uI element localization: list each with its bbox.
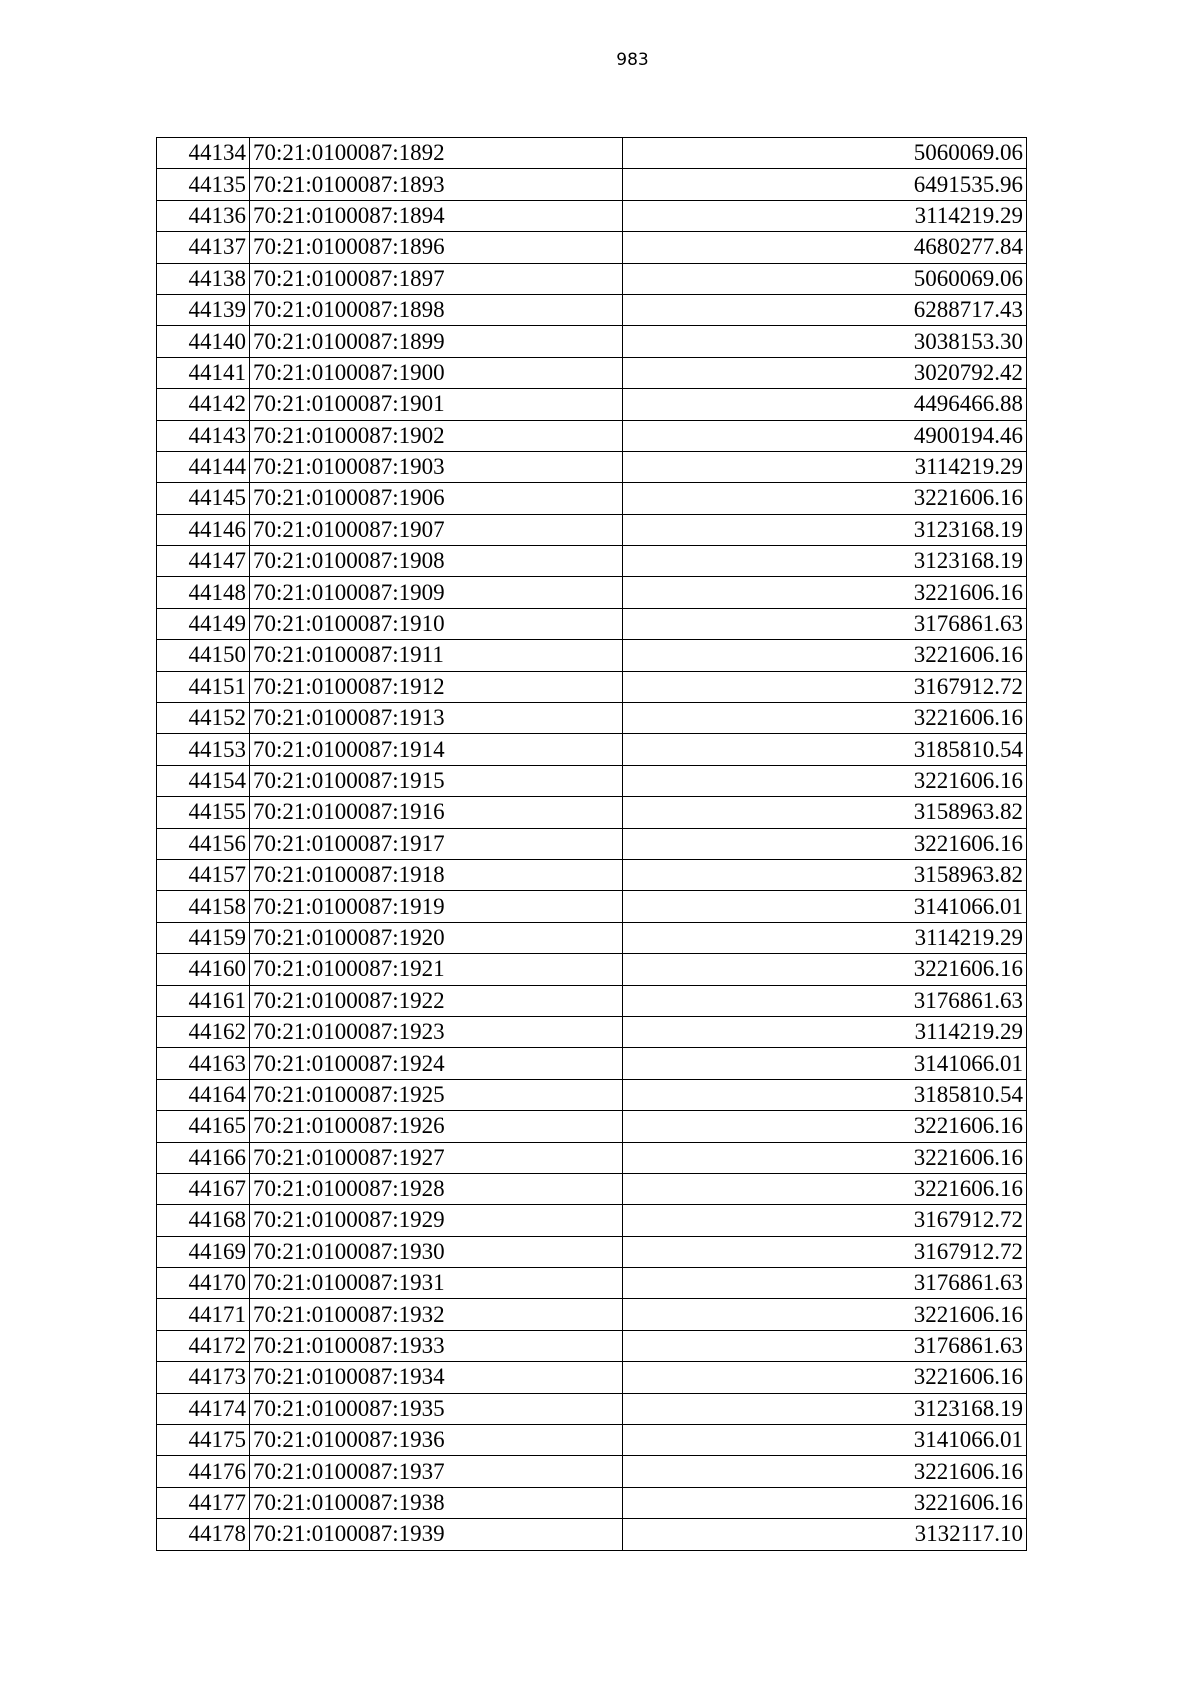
row-number-cell: 44134 [157,138,250,169]
table-row [157,1362,1027,1393]
row-number-cell: 44146 [157,514,250,545]
table-row [157,734,1027,765]
cadastral-value-cell: 4900194.46 [623,420,1027,451]
cadastral-number-cell: 70:21:0100087:1913 [250,703,623,734]
cadastral-number-cell: 70:21:0100087:1901 [250,389,623,420]
cadastral-number-cell: 70:21:0100087:1915 [250,765,623,796]
cadastral-value-cell: 3221606.16 [623,954,1027,985]
table-row [157,608,1027,639]
row-number-cell: 44158 [157,891,250,922]
cadastral-value-cell: 3176861.63 [623,1268,1027,1299]
table-row [157,1268,1027,1299]
cadastral-number-cell: 70:21:0100087:1907 [250,514,623,545]
row-number-cell: 44163 [157,1048,250,1079]
cadastral-number-cell: 70:21:0100087:1927 [250,1142,623,1173]
cadastral-value-cell: 3167912.72 [623,1205,1027,1236]
row-number-cell: 44147 [157,546,250,577]
table-row [157,797,1027,828]
row-number-cell: 44154 [157,765,250,796]
row-number-cell: 44178 [157,1519,250,1550]
row-number-cell: 44175 [157,1425,250,1456]
cadastral-value-cell: 3185810.54 [623,734,1027,765]
table-row [157,1016,1027,1047]
table-row [157,1142,1027,1173]
cadastral-value-cell: 5060069.06 [623,138,1027,169]
row-number-cell: 44167 [157,1173,250,1204]
cadastral-number-cell: 70:21:0100087:1922 [250,985,623,1016]
cadastral-value-cell: 3185810.54 [623,1079,1027,1110]
row-number-cell: 44164 [157,1079,250,1110]
row-number-cell: 44170 [157,1268,250,1299]
cadastral-value-cell: 3221606.16 [623,1487,1027,1518]
row-number-cell: 44172 [157,1330,250,1361]
cadastral-value-cell: 3221606.16 [623,1111,1027,1142]
cadastral-value-cell: 3221606.16 [623,1173,1027,1204]
table-row [157,954,1027,985]
cadastral-value-cell: 3114219.29 [623,922,1027,953]
table-row [157,483,1027,514]
table-row [157,671,1027,702]
table-row [157,200,1027,231]
cadastral-number-cell: 70:21:0100087:1924 [250,1048,623,1079]
cadastral-number-cell: 70:21:0100087:1909 [250,577,623,608]
cadastral-number-cell: 70:21:0100087:1892 [250,138,623,169]
row-number-cell: 44169 [157,1236,250,1267]
table-row [157,357,1027,388]
table-row [157,703,1027,734]
cadastral-number-cell: 70:21:0100087:1917 [250,828,623,859]
cadastral-value-cell: 3221606.16 [623,828,1027,859]
row-number-cell: 44152 [157,703,250,734]
cadastral-value-cell: 6288717.43 [623,294,1027,325]
cadastral-value-cell: 3221606.16 [623,1456,1027,1487]
cadastral-value-cell: 4496466.88 [623,389,1027,420]
cadastral-number-cell: 70:21:0100087:1900 [250,357,623,388]
cadastral-value-cell: 3221606.16 [623,1142,1027,1173]
table-row [157,451,1027,482]
table-row [157,138,1027,169]
row-number-cell: 44151 [157,671,250,702]
table-row [157,1519,1027,1550]
cadastral-number-cell: 70:21:0100087:1939 [250,1519,623,1550]
cadastral-value-cell: 5060069.06 [623,263,1027,294]
cadastral-value-cell: 3123168.19 [623,514,1027,545]
cadastral-value-cell: 3114219.29 [623,451,1027,482]
row-number-cell: 44150 [157,640,250,671]
cadastral-value-cell: 3176861.63 [623,608,1027,639]
row-number-cell: 44173 [157,1362,250,1393]
table-row [157,640,1027,671]
table-row [157,1048,1027,1079]
table-row [157,263,1027,294]
table-row [157,577,1027,608]
row-number-cell: 44159 [157,922,250,953]
row-number-cell: 44174 [157,1393,250,1424]
cadastral-value-cell: 6491535.96 [623,169,1027,200]
row-number-cell: 44143 [157,420,250,451]
cadastral-number-cell: 70:21:0100087:1906 [250,483,623,514]
cadastral-number-cell: 70:21:0100087:1897 [250,263,623,294]
cadastral-number-cell: 70:21:0100087:1930 [250,1236,623,1267]
row-number-cell: 44166 [157,1142,250,1173]
cadastral-value-cell: 3020792.42 [623,357,1027,388]
row-number-cell: 44145 [157,483,250,514]
cadastral-value-cell: 3221606.16 [623,1362,1027,1393]
cadastral-value-cell: 3176861.63 [623,1330,1027,1361]
row-number-cell: 44161 [157,985,250,1016]
row-number-cell: 44141 [157,357,250,388]
row-number-cell: 44153 [157,734,250,765]
cadastral-number-cell: 70:21:0100087:1916 [250,797,623,828]
cadastral-value-cell: 3123168.19 [623,1393,1027,1424]
cadastral-value-cell: 3176861.63 [623,985,1027,1016]
row-number-cell: 44160 [157,954,250,985]
cadastral-value-cell: 3132117.10 [623,1519,1027,1550]
row-number-cell: 44176 [157,1456,250,1487]
cadastral-number-cell: 70:21:0100087:1910 [250,608,623,639]
cadastral-number-cell: 70:21:0100087:1931 [250,1268,623,1299]
table-row [157,232,1027,263]
table-row [157,1330,1027,1361]
table-row [157,828,1027,859]
table-row [157,1299,1027,1330]
table-row [157,169,1027,200]
cadastral-number-cell: 70:21:0100087:1896 [250,232,623,263]
cadastral-number-cell: 70:21:0100087:1918 [250,859,623,890]
cadastral-value-cell: 3221606.16 [623,703,1027,734]
cadastral-value-cell: 3141066.01 [623,1425,1027,1456]
table-row [157,985,1027,1016]
cadastral-value-cell: 3158963.82 [623,859,1027,890]
cadastral-number-cell: 70:21:0100087:1920 [250,922,623,953]
table-row [157,420,1027,451]
cadastral-value-cell: 3167912.72 [623,671,1027,702]
row-number-cell: 44142 [157,389,250,420]
cadastral-number-cell: 70:21:0100087:1935 [250,1393,623,1424]
cadastral-value-table [156,137,1027,1551]
row-number-cell: 44138 [157,263,250,294]
cadastral-number-cell: 70:21:0100087:1893 [250,169,623,200]
table-row [157,1425,1027,1456]
table-row [157,389,1027,420]
page-number: 983 [616,50,649,70]
cadastral-number-cell: 70:21:0100087:1933 [250,1330,623,1361]
row-number-cell: 44149 [157,608,250,639]
row-number-cell: 44155 [157,797,250,828]
table-row [157,546,1027,577]
row-number-cell: 44137 [157,232,250,263]
table-row [157,514,1027,545]
table-row [157,326,1027,357]
row-number-cell: 44156 [157,828,250,859]
row-number-cell: 44157 [157,859,250,890]
cadastral-number-cell: 70:21:0100087:1921 [250,954,623,985]
cadastral-number-cell: 70:21:0100087:1929 [250,1205,623,1236]
row-number-cell: 44165 [157,1111,250,1142]
row-number-cell: 44140 [157,326,250,357]
cadastral-value-cell: 3038153.30 [623,326,1027,357]
table-row [157,1079,1027,1110]
cadastral-number-cell: 70:21:0100087:1932 [250,1299,623,1330]
cadastral-value-cell: 3221606.16 [623,765,1027,796]
cadastral-value-cell: 3123168.19 [623,546,1027,577]
row-number-cell: 44135 [157,169,250,200]
cadastral-number-cell: 70:21:0100087:1912 [250,671,623,702]
cadastral-value-cell: 3221606.16 [623,640,1027,671]
cadastral-number-cell: 70:21:0100087:1899 [250,326,623,357]
row-number-cell: 44177 [157,1487,250,1518]
table-row [157,765,1027,796]
cadastral-value-cell: 3167912.72 [623,1236,1027,1267]
table-row [157,1173,1027,1204]
cadastral-value-cell: 3221606.16 [623,483,1027,514]
cadastral-number-cell: 70:21:0100087:1934 [250,1362,623,1393]
cadastral-number-cell: 70:21:0100087:1926 [250,1111,623,1142]
cadastral-number-cell: 70:21:0100087:1925 [250,1079,623,1110]
row-number-cell: 44168 [157,1205,250,1236]
table-row [157,859,1027,890]
cadastral-number-cell: 70:21:0100087:1911 [250,640,623,671]
cadastral-number-cell: 70:21:0100087:1923 [250,1016,623,1047]
cadastral-value-cell: 3114219.29 [623,1016,1027,1047]
table-row [157,1393,1027,1424]
cadastral-number-cell: 70:21:0100087:1898 [250,294,623,325]
table-row [157,294,1027,325]
cadastral-number-cell: 70:21:0100087:1903 [250,451,623,482]
row-number-cell: 44144 [157,451,250,482]
cadastral-number-cell: 70:21:0100087:1914 [250,734,623,765]
table-row [157,1111,1027,1142]
table-row [157,1205,1027,1236]
cadastral-value-cell: 3114219.29 [623,200,1027,231]
cadastral-number-cell: 70:21:0100087:1928 [250,1173,623,1204]
cadastral-value-cell: 3141066.01 [623,891,1027,922]
cadastral-value-cell: 3221606.16 [623,1299,1027,1330]
row-number-cell: 44139 [157,294,250,325]
cadastral-number-cell: 70:21:0100087:1902 [250,420,623,451]
table-row [157,922,1027,953]
table-row [157,891,1027,922]
table-row [157,1487,1027,1518]
cadastral-number-cell: 70:21:0100087:1938 [250,1487,623,1518]
cadastral-number-cell: 70:21:0100087:1894 [250,200,623,231]
cadastral-value-cell: 3158963.82 [623,797,1027,828]
row-number-cell: 44171 [157,1299,250,1330]
cadastral-value-cell: 4680277.84 [623,232,1027,263]
table-body [157,138,1027,1551]
table-row [157,1236,1027,1267]
cadastral-number-cell: 70:21:0100087:1936 [250,1425,623,1456]
cadastral-number-cell: 70:21:0100087:1908 [250,546,623,577]
table-row [157,1456,1027,1487]
cadastral-value-cell: 3141066.01 [623,1048,1027,1079]
cadastral-value-cell: 3221606.16 [623,577,1027,608]
row-number-cell: 44162 [157,1016,250,1047]
cadastral-number-cell: 70:21:0100087:1919 [250,891,623,922]
row-number-cell: 44148 [157,577,250,608]
cadastral-number-cell: 70:21:0100087:1937 [250,1456,623,1487]
row-number-cell: 44136 [157,200,250,231]
